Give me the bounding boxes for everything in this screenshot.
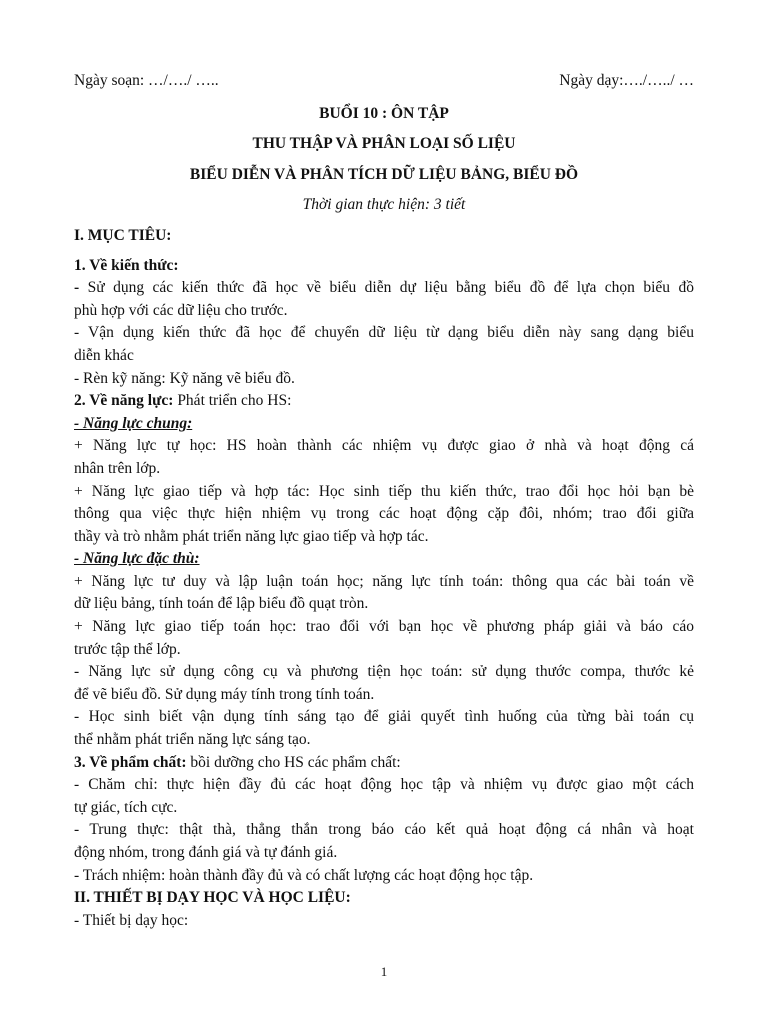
qualities-item-2-line-2: động nhóm, trong đánh giá và tự đánh giá. [74, 844, 338, 861]
specific-item-2-line-2: trước tập thể lớp. [74, 640, 181, 658]
page-number: 1 [380, 964, 388, 979]
knowledge-item-1-text: Sử dụng các kiến thức đã học về biểu diễn dự liệu bằng biểu đồ để lựa chọn biểu đồ [87, 279, 695, 297]
dash: - [74, 279, 80, 297]
qualities-heading-line [74, 752, 694, 775]
specific-item-1-line-2: dữ liệu bảng, tính toán để lập biểu đồ quạt tròn. [74, 595, 369, 613]
qualities-heading-rest: bồi dưỡng cho HS các phẩm chất: [186, 753, 401, 771]
knowledge-item-3: - Rèn kỹ năng: Kỹ năng vẽ biểu đồ. [74, 369, 295, 387]
general-item-2-line-1: + Năng lực giao tiếp và hợp tác: Học sinh tiếp thu kiến thức, trao đổi học hỏi bạn bè [74, 482, 694, 500]
qualities-heading: 3. Về phẩm chất: [74, 753, 187, 771]
competence-heading-line [74, 390, 694, 413]
duration-line: Thời gian thực hiện: 3 tiết [302, 196, 466, 214]
knowledge-heading: 1. Về kiến thức: [74, 256, 179, 274]
specific-item-2-line-1: + Năng lực giao tiếp toán học: trao đổi với bạn học về phương pháp giải và báo cáo [74, 618, 694, 636]
general-item-2-line-2: thông qua việc thực hiện nhiệm vụ trong các hoạt động cặp đôi, nhóm; trao đổi giữa [74, 505, 694, 523]
knowledge-item-2-line-2: diễn khác [74, 346, 134, 364]
lesson-title-2: BIỂU DIỄN VÀ PHÂN TÍCH DỮ LIỆU BẢNG, BIỂU ĐỒ [189, 165, 579, 183]
specific-item-4-line-2: thể nhằm phát triển năng lực sáng tạo. [74, 731, 311, 749]
date-prepared: Ngày soạn: …/…./ ….. [74, 72, 219, 89]
general-item-1-line-2: nhân trên lớp. [74, 459, 161, 477]
knowledge-item-1-line-1 [74, 277, 694, 300]
specific-item-4-line-1: - Học sinh biết vận dụng tính sáng tạo để giải quyết tình huống của từng bài toán cụ [74, 708, 694, 726]
page-content [74, 70, 694, 932]
section-heading-objectives: I. MỤC TIÊU: [74, 226, 172, 244]
specific-competence-label: - Năng lực đặc thù: [74, 550, 200, 568]
specific-item-1-line-1: + Năng lực tư duy và lập luận toán học; năng lực tính toán: thông qua các bài toán về [74, 572, 694, 590]
date-line [74, 70, 694, 93]
qualities-item-1-line-1: - Chăm chỉ: thực hiện đầy đủ các hoạt động học tập và nhiệm vụ được giao một cách [74, 776, 694, 794]
section-heading-equipment: II. THIẾT BỊ DẠY HỌC VÀ HỌC LIỆU: [74, 889, 351, 907]
qualities-item-3: - Trách nhiệm: hoàn thành đầy đủ và có chất lượng các hoạt động học tập. [74, 866, 534, 884]
knowledge-item-2-line-1: - Vận dụng kiến thức đã học để chuyển dữ liệu từ dạng biểu diễn này sang dạng biểu [74, 324, 694, 342]
date-taught: Ngày dạy:…./…../ … [559, 72, 694, 89]
general-item-2-line-3: thầy và trò nhằm phát triển năng lực giao tiếp và hợp tác. [74, 527, 429, 545]
specific-item-3-line-2: để vẽ biểu đồ. Sử dụng máy tính trong tính toán. [74, 685, 375, 703]
qualities-item-1-line-2: tự giác, tích cực. [74, 798, 178, 816]
specific-competence-heading [74, 548, 694, 571]
specific-item-3-line-1: - Năng lực sử dụng công cụ và phương tiện học toán: sử dụng thước compa, thước kẻ [74, 663, 694, 681]
knowledge-item-1-line-2: phù hợp với các dữ liệu cho trước. [74, 301, 288, 319]
general-competence-label: - Năng lực chung: [74, 414, 193, 432]
general-item-1-line-1: + Năng lực tự học: HS hoàn thành các nhiệm vụ được giao ở nhà và hoạt động cá [74, 437, 694, 455]
competence-heading: 2. Về năng lực: [74, 392, 174, 410]
lesson-title-1: THU THẬP VÀ PHÂN LOẠI SỐ LIỆU [252, 135, 516, 153]
equipment-item-1: - Thiết bị dạy học: [74, 911, 189, 929]
session-title: BUỔI 10 : ÔN TẬP [319, 104, 449, 122]
competence-heading-rest: Phát triển cho HS: [173, 392, 292, 410]
qualities-item-2-line-1: - Trung thực: thật thà, thẳng thắn trong báo cáo kết quả hoạt động cá nhân và hoạt [74, 821, 694, 839]
general-competence-heading [74, 413, 694, 436]
